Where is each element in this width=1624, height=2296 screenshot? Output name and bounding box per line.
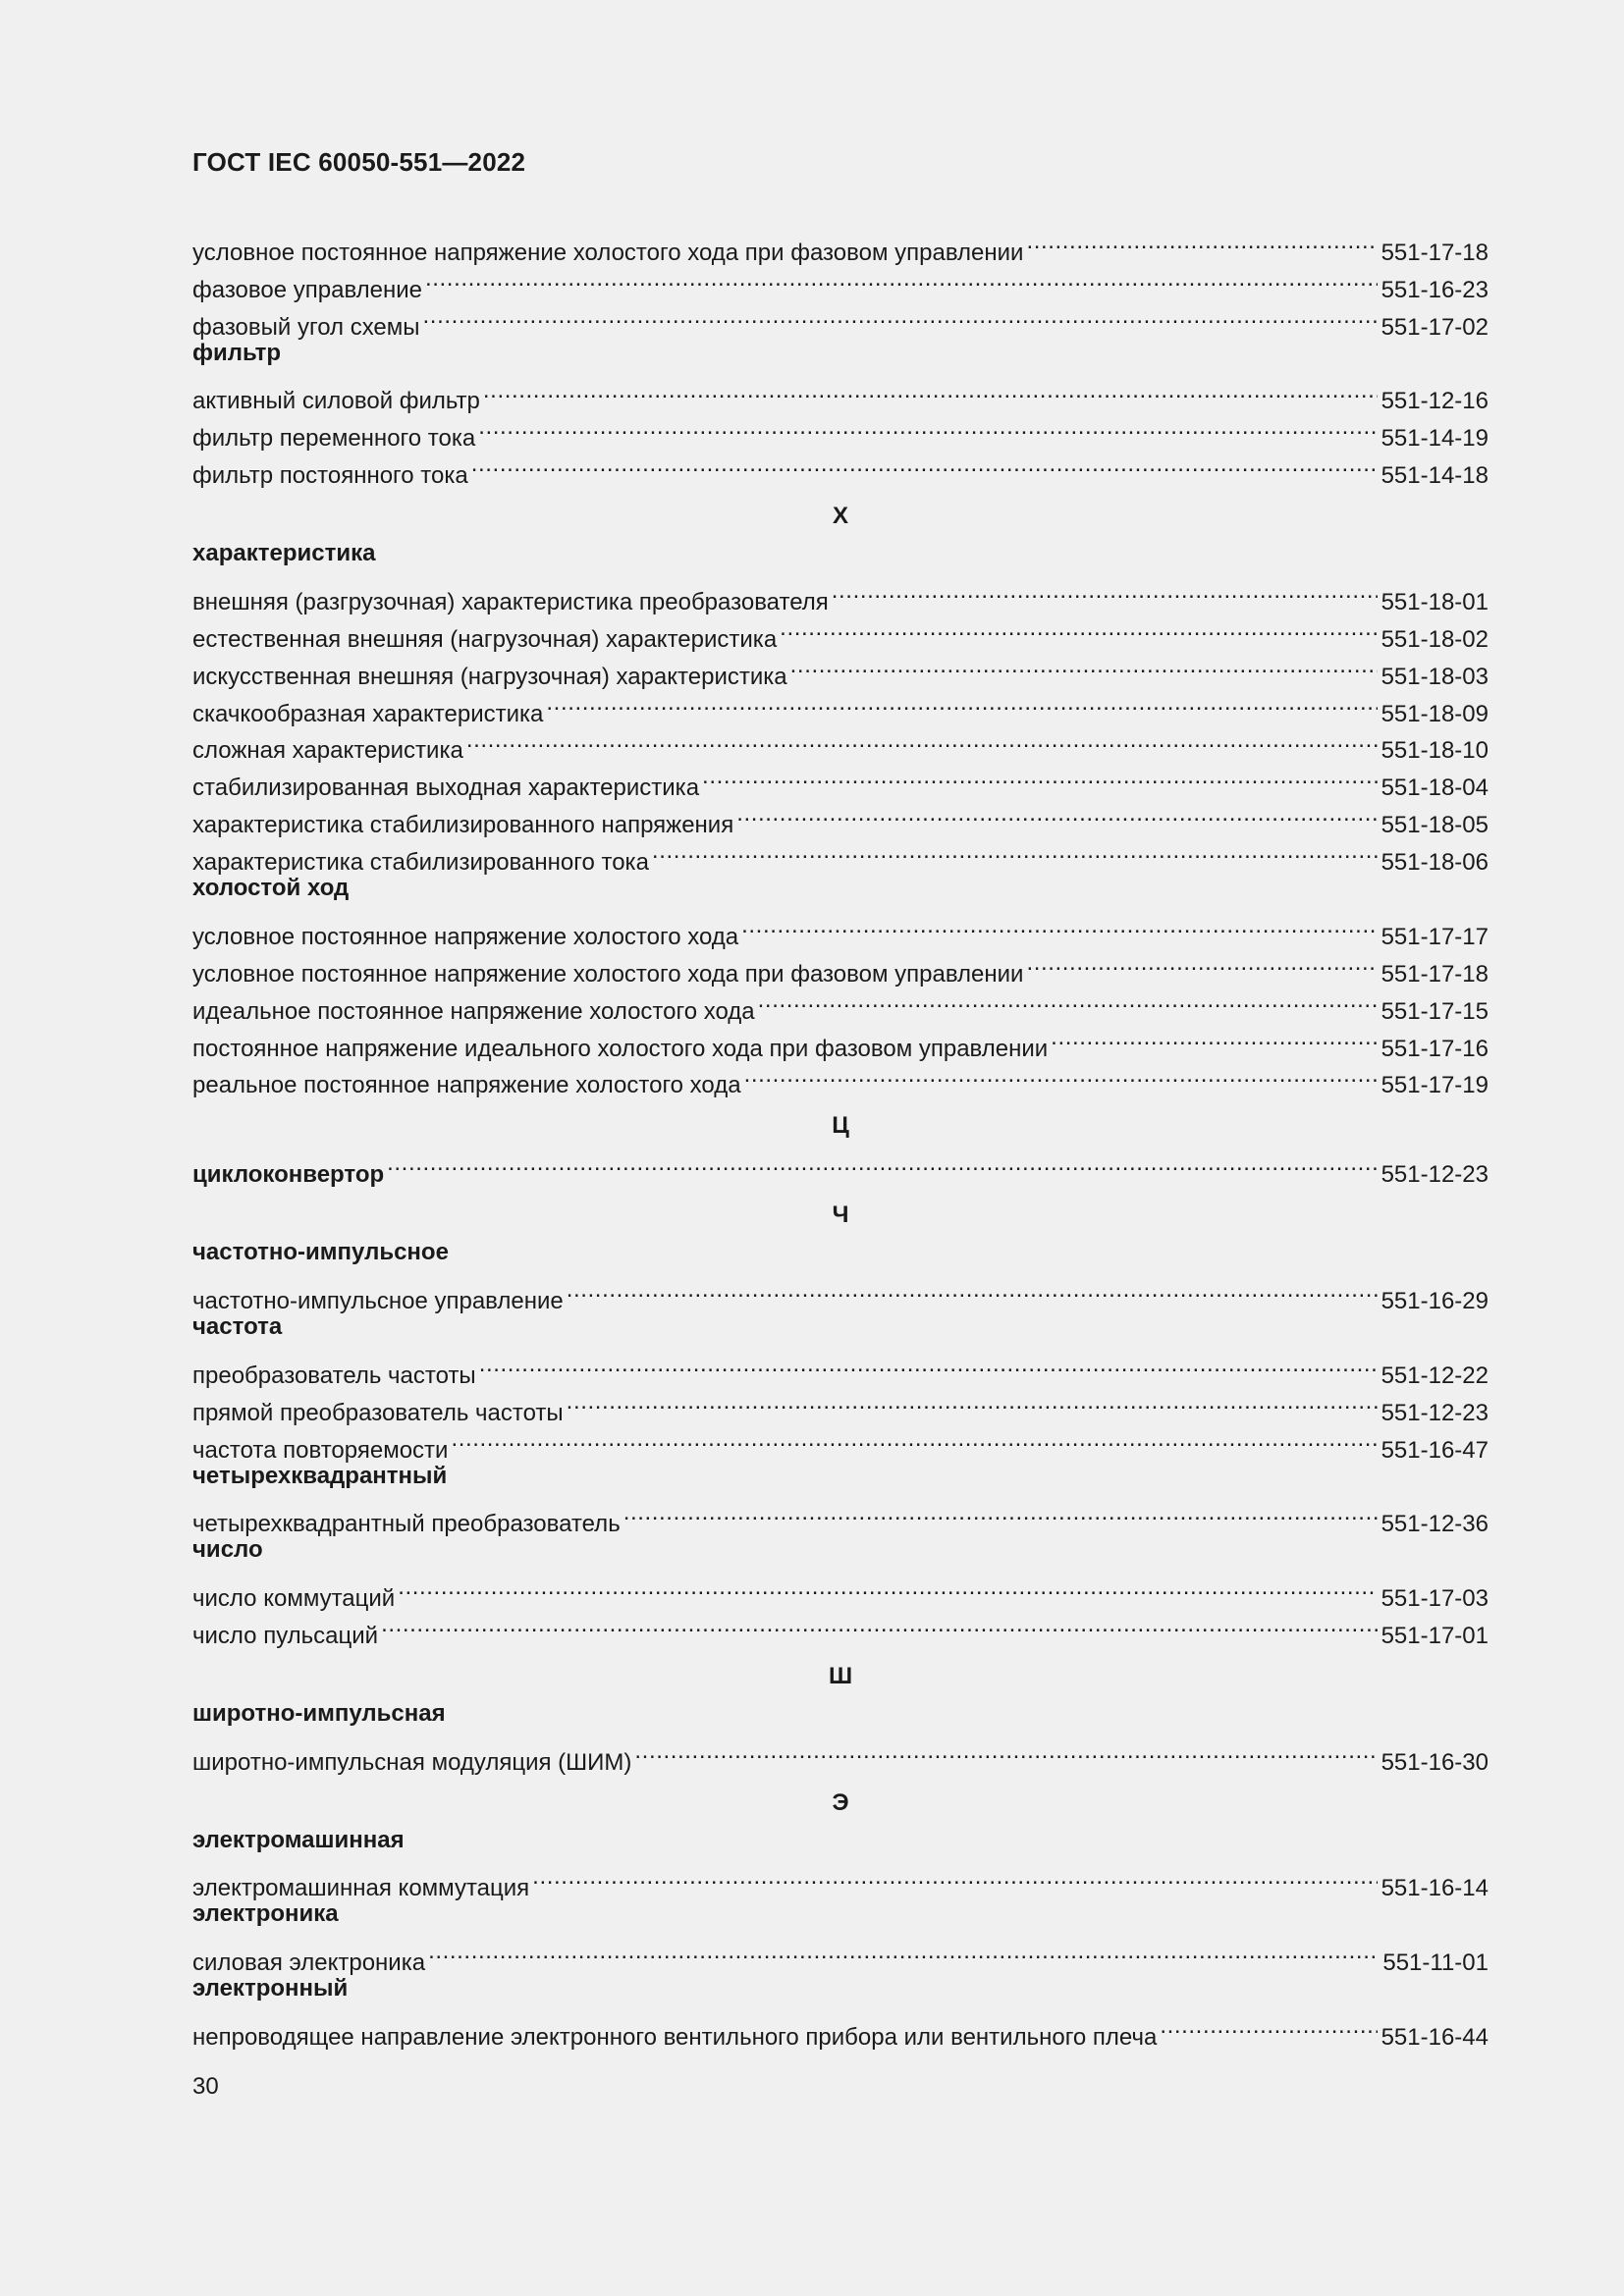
dot-leader — [741, 907, 1377, 944]
entry-term: постоянное напряжение идеального холостого хода при фазовом управлении — [192, 1031, 1051, 1068]
entry-code: 551-17-18 — [1378, 956, 1489, 993]
entry-code: 551-18-04 — [1378, 770, 1489, 807]
entry-code: 551-17-15 — [1378, 993, 1489, 1031]
entry-code: 551-12-23 — [1378, 1395, 1489, 1432]
entry-code: 551-17-16 — [1378, 1031, 1489, 1068]
dot-leader — [423, 297, 1378, 335]
entry-term: скачкообразная характеристика — [192, 696, 546, 733]
group-heading: электронный — [192, 1975, 349, 2002]
entry-code: 551-12-22 — [1378, 1358, 1489, 1395]
dot-leader — [780, 610, 1377, 647]
dot-leader — [466, 721, 1378, 759]
dot-leader — [483, 372, 1378, 409]
index-entry — [192, 1733, 1489, 1776]
entry-code: 551-17-02 — [1378, 309, 1489, 347]
dot-leader — [744, 1056, 1378, 1094]
index-entry — [192, 1271, 1489, 1314]
entry-term: частотно-импульсное управление — [192, 1283, 567, 1320]
dot-leader — [532, 1858, 1377, 1896]
index-entry — [192, 572, 1489, 615]
entry-code: 551-16-14 — [1378, 1870, 1489, 1907]
entry-code: 551-17-18 — [1378, 235, 1489, 272]
entry-term: естественная внешняя (нагрузочная) характеристика — [192, 621, 780, 659]
section-letter: Ш — [828, 1662, 853, 1689]
entry-code: 551-12-23 — [1378, 1156, 1489, 1194]
index-entry — [192, 372, 1489, 415]
entry-term: преобразователь частоты — [192, 1358, 479, 1395]
group-heading: частота — [192, 1312, 283, 1340]
index-entry — [192, 795, 1489, 839]
entry-term: непроводящее направление электронного вентильного прибора или вентильного плеча — [192, 2019, 1160, 2056]
section-letter: Ч — [832, 1201, 849, 1229]
dot-leader — [425, 260, 1378, 297]
index-entry — [192, 1056, 1489, 1099]
entry-code: 551-18-01 — [1378, 584, 1489, 621]
dot-leader — [1160, 2007, 1377, 2045]
dot-leader — [428, 1933, 1379, 1970]
index-entry — [192, 297, 1489, 341]
section-letter: Э — [832, 1789, 849, 1816]
index-entry — [192, 832, 1489, 877]
group-heading: четырехквадрантный — [192, 1462, 448, 1489]
entry-code: 551-16-44 — [1378, 2019, 1489, 2056]
index-entry — [192, 1346, 1489, 1389]
entry-term: сложная характеристика — [192, 732, 466, 770]
index-entry — [192, 1494, 1489, 1538]
index-entry — [192, 260, 1489, 303]
dot-leader — [1026, 944, 1377, 982]
section-letter: Х — [832, 503, 848, 530]
section-letter: Ц — [832, 1112, 849, 1140]
entry-code: 551-16-30 — [1378, 1744, 1489, 1782]
entry-code: 551-14-18 — [1378, 457, 1489, 495]
index-entry — [192, 684, 1489, 727]
entry-code: 551-18-06 — [1378, 844, 1489, 881]
entry-code: 551-17-17 — [1378, 919, 1489, 956]
entry-term: электромашинная коммутация — [192, 1870, 532, 1907]
dot-leader — [790, 647, 1378, 684]
dot-leader — [567, 1271, 1378, 1308]
entry-code: 551-12-36 — [1378, 1506, 1489, 1543]
entry-term: условное постоянное напряжение холостого хода при фазовом управлении — [192, 235, 1026, 272]
dot-leader — [478, 408, 1377, 446]
document-header: ГОСТ IEC 60050-551—2022 — [192, 147, 526, 177]
index-entry — [192, 1019, 1489, 1062]
index-entry — [192, 1606, 1489, 1649]
entry-code: 551-17-03 — [1378, 1580, 1489, 1618]
dot-leader — [623, 1494, 1378, 1531]
index-entry — [192, 982, 1489, 1025]
entry-term: стабилизированная выходная характеристика — [192, 770, 702, 807]
entry-code: 551-14-19 — [1378, 420, 1489, 457]
entry-term: частота повторяемости — [192, 1432, 451, 1469]
dot-leader — [702, 758, 1378, 795]
dot-leader — [736, 795, 1377, 832]
entry-term: идеальное постоянное напряжение холостого хода — [192, 993, 758, 1031]
dot-leader — [451, 1420, 1377, 1458]
dot-leader — [567, 1383, 1378, 1420]
group-heading: широтно-импульсная — [192, 1699, 446, 1727]
entry-term: число коммутаций — [192, 1580, 398, 1618]
dot-leader — [1051, 1019, 1377, 1056]
index-entry — [192, 758, 1489, 802]
index-entry — [192, 647, 1489, 690]
dot-leader — [479, 1346, 1378, 1383]
index-entry — [192, 1858, 1489, 1902]
group-heading: электроника — [192, 1900, 339, 1928]
entry-term: фазовое управление — [192, 272, 425, 309]
entry-code: 551-18-09 — [1378, 696, 1489, 733]
index-entry — [192, 1933, 1489, 1977]
index-entry — [192, 223, 1489, 266]
group-heading: число — [192, 1536, 263, 1564]
entry-code: 551-16-23 — [1378, 272, 1489, 309]
index-entry — [192, 1569, 1489, 1613]
entry-term: циклоконвертор — [192, 1156, 387, 1194]
dot-leader — [832, 572, 1378, 610]
entry-term: характеристика стабилизированного тока — [192, 844, 652, 881]
entry-code: 551-18-03 — [1378, 659, 1489, 696]
index-entry — [192, 446, 1489, 490]
index-entry — [192, 1420, 1489, 1464]
entry-code: 551-18-05 — [1378, 807, 1489, 844]
entry-term: условное постоянное напряжение холостого хода при фазовом управлении — [192, 956, 1026, 993]
dot-leader — [471, 446, 1378, 483]
entry-term: силовая электроника — [192, 1945, 428, 1982]
entry-code: 551-17-01 — [1378, 1618, 1489, 1655]
entry-term: фильтр переменного тока — [192, 420, 478, 457]
index-entry — [192, 408, 1489, 453]
dot-leader — [387, 1145, 1377, 1182]
index-entry — [192, 944, 1489, 988]
group-heading: электромашинная — [192, 1826, 405, 1853]
dot-leader — [381, 1606, 1377, 1643]
dot-leader — [758, 982, 1378, 1019]
index-entry — [192, 2007, 1489, 2051]
entry-term: четырехквадрантный преобразователь — [192, 1506, 623, 1543]
entry-code: 551-12-16 — [1378, 383, 1489, 420]
page-number: 30 — [192, 2073, 219, 2100]
entry-code: 551-16-29 — [1378, 1283, 1489, 1320]
group-heading: частотно-импульсное — [192, 1239, 449, 1266]
dot-leader — [1026, 223, 1377, 260]
entry-term: фазовый угол схемы — [192, 309, 423, 347]
index-entry — [192, 721, 1489, 765]
entry-term: фильтр постоянного тока — [192, 457, 471, 495]
entry-term: число пульсаций — [192, 1618, 381, 1655]
entry-term: внешняя (разгрузочная) характеристика преобразователя — [192, 584, 832, 621]
dot-leader — [546, 684, 1377, 721]
entry-code: 551-18-10 — [1378, 732, 1489, 770]
index-entry — [192, 1383, 1489, 1426]
entry-code: 551-11-01 — [1379, 1945, 1489, 1982]
group-heading: фильтр — [192, 339, 282, 366]
index-entry — [192, 610, 1489, 653]
entry-term: реальное постоянное напряжение холостого хода — [192, 1067, 744, 1104]
entry-term: широтно-импульсная модуляция (ШИМ) — [192, 1744, 634, 1782]
entry-term: искусственная внешняя (нагрузочная) характеристика — [192, 659, 790, 696]
entry-code: 551-17-19 — [1378, 1067, 1489, 1104]
index-entry — [192, 907, 1489, 950]
term-index — [192, 223, 1489, 2051]
dot-leader — [398, 1569, 1377, 1606]
entry-term: характеристика стабилизированного напряжения — [192, 807, 736, 844]
dot-leader — [634, 1733, 1377, 1770]
group-heading: холостой ход — [192, 875, 350, 902]
entry-code: 551-16-47 — [1378, 1432, 1489, 1469]
group-heading: характеристика — [192, 540, 376, 567]
entry-code: 551-18-02 — [1378, 621, 1489, 659]
entry-term: прямой преобразователь частоты — [192, 1395, 567, 1432]
index-entry — [192, 1145, 1489, 1189]
entry-term: активный силовой фильтр — [192, 383, 483, 420]
dot-leader — [652, 832, 1378, 870]
entry-term: условное постоянное напряжение холостого хода — [192, 919, 741, 956]
